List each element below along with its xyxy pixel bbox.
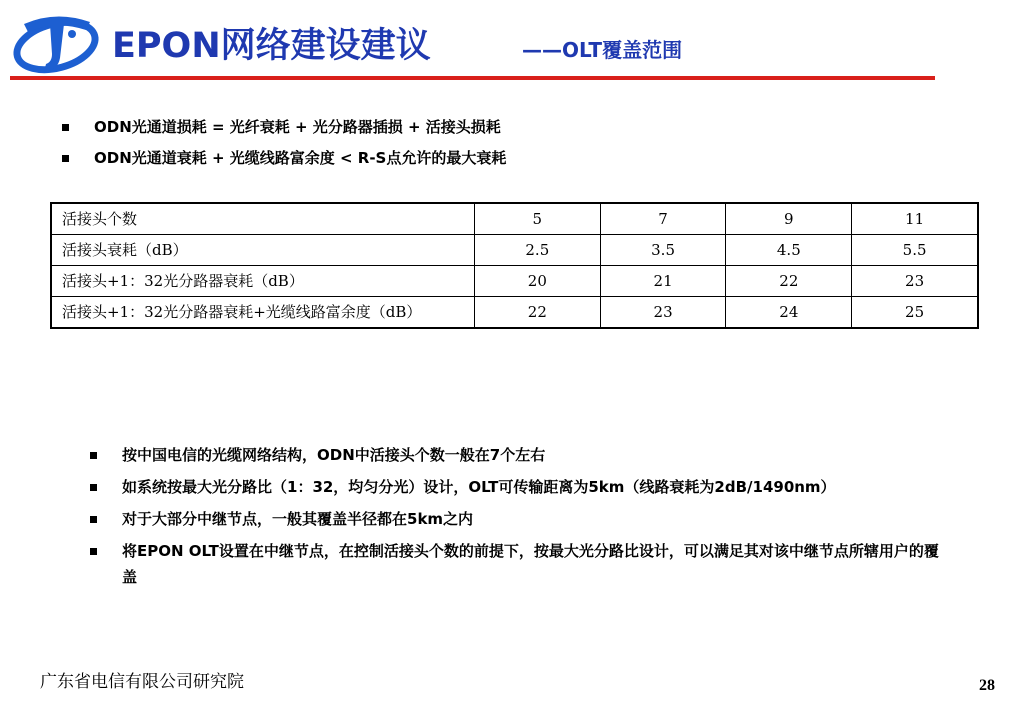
table-row <box>51 235 978 266</box>
top-bullet-list <box>62 116 962 178</box>
table-cell: 25 <box>852 297 978 329</box>
bullet-text: 按中国电信的光缆网络结构，ODN中活接头个数一般在7个左右 <box>122 446 546 464</box>
table-cell: 23 <box>600 297 726 329</box>
attenuation-table <box>50 202 979 329</box>
square-bullet-icon <box>62 155 69 162</box>
square-bullet-icon <box>90 452 97 459</box>
page-subtitle: ——OLT覆盖范围 <box>522 38 683 62</box>
row-label: 活接头个数 <box>51 203 474 235</box>
bullet-item <box>90 474 950 500</box>
square-bullet-icon <box>62 124 69 131</box>
row-label: 活接头+1：32光分路器衰耗+光缆线路富余度（dB） <box>51 297 474 329</box>
page-number: 28 <box>979 677 995 694</box>
page-title: EPON网络建设建议 <box>112 26 431 66</box>
square-bullet-icon <box>90 484 97 491</box>
table-cell: 5.5 <box>852 235 978 266</box>
bottom-bullet-list <box>90 442 950 596</box>
table-cell: 20 <box>474 266 600 297</box>
table-cell: 5 <box>474 203 600 235</box>
china-telecom-logo-icon <box>10 6 102 76</box>
table-row <box>51 266 978 297</box>
table-cell: 24 <box>726 297 852 329</box>
bullet-item <box>62 147 962 169</box>
table-cell: 4.5 <box>726 235 852 266</box>
table-cell: 21 <box>600 266 726 297</box>
bullet-item <box>62 116 962 138</box>
square-bullet-icon <box>90 548 97 555</box>
bullet-item <box>90 442 950 468</box>
footer-organization: 广东省电信有限公司研究院 <box>40 672 244 692</box>
table-cell: 9 <box>726 203 852 235</box>
table-cell: 11 <box>852 203 978 235</box>
table-cell: 7 <box>600 203 726 235</box>
bullet-item <box>90 538 950 590</box>
bullet-item <box>90 506 950 532</box>
table-cell: 22 <box>726 266 852 297</box>
bullet-text: 将EPON OLT设置在中继节点，在控制活接头个数的前提下，按最大光分路比设计，可以满足其对该中继节点所辖用户的覆盖 <box>122 542 939 586</box>
bullet-text: ODN光通道衰耗 + 光缆线路富余度 < R-S点允许的最大衰耗 <box>94 149 507 167</box>
table-cell: 23 <box>852 266 978 297</box>
bullet-text: 如系统按最大光分路比（1：32，均匀分光）设计，OLT可传输距离为5km（线路衰耗为2dB/1490nm） <box>122 478 836 496</box>
title-divider <box>10 76 935 80</box>
row-label: 活接头衰耗（dB） <box>51 235 474 266</box>
table-cell: 3.5 <box>600 235 726 266</box>
square-bullet-icon <box>90 516 97 523</box>
table-row <box>51 203 978 235</box>
row-label: 活接头+1：32光分路器衰耗（dB） <box>51 266 474 297</box>
table-row <box>51 297 978 329</box>
bullet-text: 对于大部分中继节点，一般其覆盖半径都在5km之内 <box>122 510 474 528</box>
table-cell: 22 <box>474 297 600 329</box>
table-cell: 2.5 <box>474 235 600 266</box>
bullet-text: ODN光通道损耗 = 光纤衰耗 + 光分路器插损 + 活接头损耗 <box>94 118 501 136</box>
